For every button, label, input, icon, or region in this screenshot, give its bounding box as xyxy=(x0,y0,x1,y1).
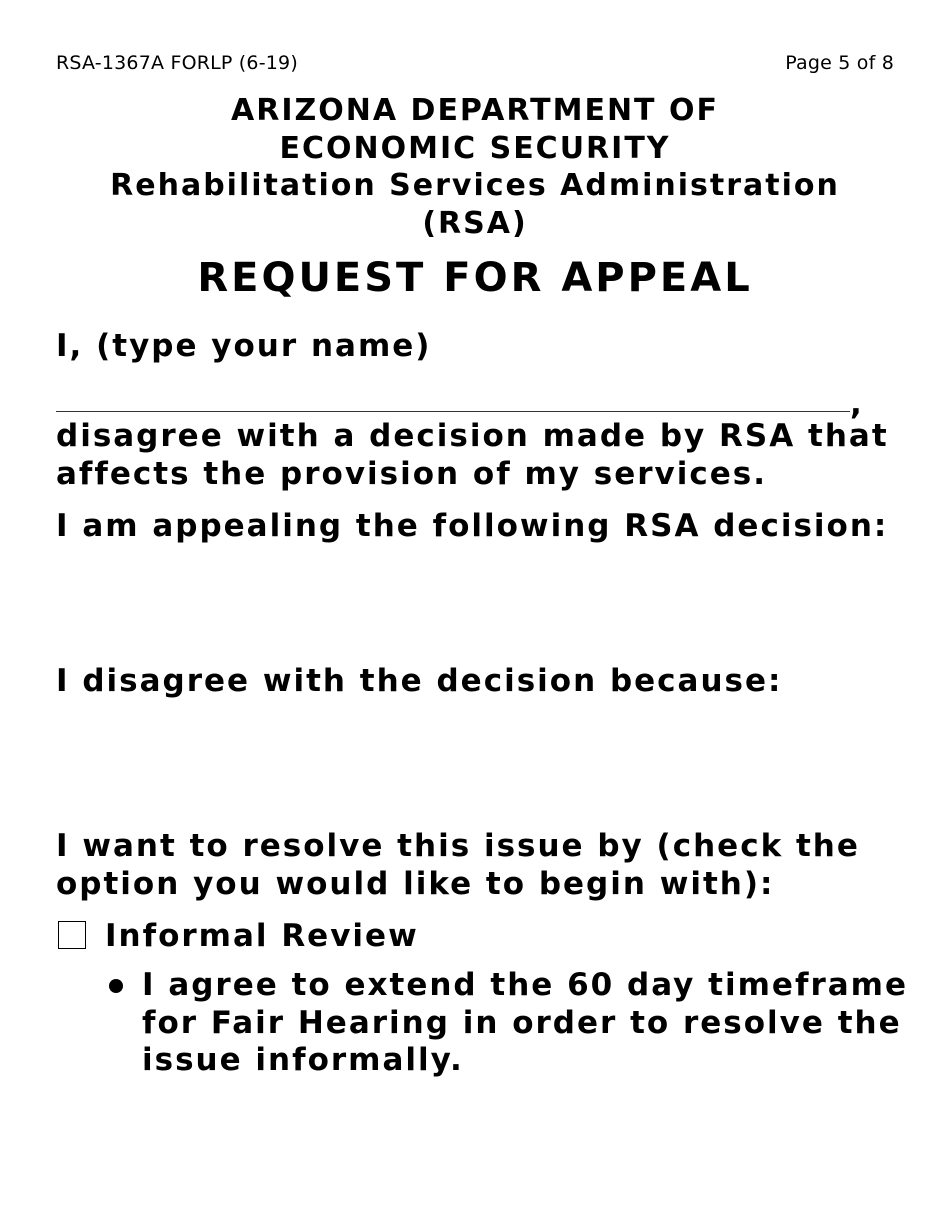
disagree-statement-line-1: disagree with a decision made by RSA that xyxy=(56,418,889,454)
name-prompt: I, (type your name) xyxy=(56,328,432,364)
resolve-method-label xyxy=(56,828,860,903)
agency-line-3: Rehabilitation Services Administration xyxy=(110,168,840,203)
form-id: RSA-1367A FORLP (6-19) xyxy=(56,52,298,74)
agency-line-1: ARIZONA DEPARTMENT OF xyxy=(231,93,719,128)
informal-review-checkbox[interactable] xyxy=(58,921,86,949)
name-comma: , xyxy=(850,386,862,422)
resolve-method-line-1: I want to resolve this issue by (check the xyxy=(56,828,860,864)
disagree-statement xyxy=(56,418,889,493)
extend-timeframe-line-3: issue informally. xyxy=(142,1042,464,1078)
extend-timeframe-line-1: I agree to extend the 60 day timeframe xyxy=(142,967,908,1003)
disagree-statement-line-2: affects the provision of my services. xyxy=(56,455,768,492)
informal-review-label: Informal Review xyxy=(105,918,419,954)
disagree-reason-label: I disagree with the decision because: xyxy=(56,663,783,699)
agency-heading xyxy=(0,92,950,242)
appeal-decision-label: I am appealing the following RSA decision: xyxy=(56,508,889,544)
extend-timeframe-text xyxy=(142,967,908,1080)
page-number: Page 5 of 8 xyxy=(785,52,894,74)
form-title: REQUEST FOR APPEAL xyxy=(197,255,753,301)
name-input-line[interactable] xyxy=(56,411,850,412)
resolve-method-line-2: option you would like to begin with): xyxy=(56,865,775,902)
extend-timeframe-line-2: for Fair Hearing in order to resolve the xyxy=(142,1004,902,1041)
agency-line-4: (RSA) xyxy=(422,205,528,241)
agency-line-2: ECONOMIC SECURITY xyxy=(279,130,671,166)
bullet-icon xyxy=(109,979,123,993)
